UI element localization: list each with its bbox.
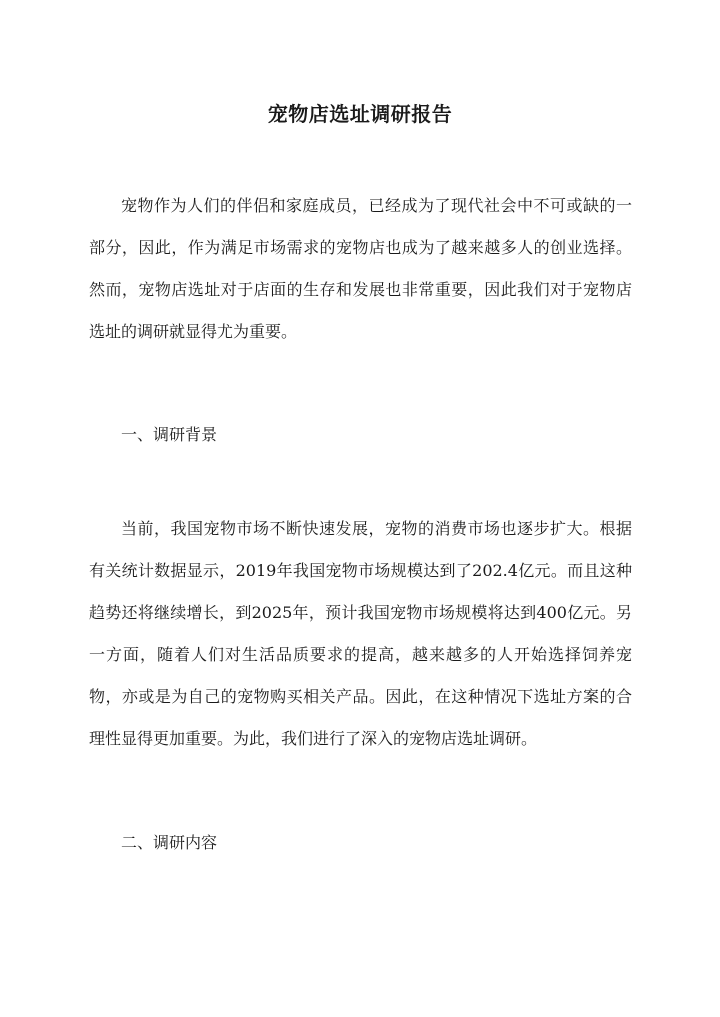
section-heading-content: 二、调研内容 xyxy=(121,833,218,852)
section-body-background: 当前，我国宠物市场不断快速发展，宠物的消费市场也逐步扩大。根据有关统计数据显示，2019年我国宠物市场规模达到了202.4亿元。而且这种趋势还将继续增长，到2025年，预计我国宠物市场规模将达到400亿元。另一方面，随着人们对生活品质要求的提高，越来越多的人开始选择饲养宠物，亦或是为自己的宠物购买相关产品。因此，在这种情况下选址方案的合理性显得更加重要。为此，我们进行了深入的宠物店选址调研。 xyxy=(89,519,632,748)
intro-paragraph: 宠物作为人们的伴侣和家庭成员，已经成为了现代社会中不可或缺的一部分，因此，作为满足市场需求的宠物店也成为了越来越多人的创业选择。然而，宠物店选址对于店面的生存和发展也非常重要，因此我们对于宠物店选址的调研就显得尤为重要。 xyxy=(89,196,632,341)
document-title: 宠物店选址调研报告 xyxy=(267,102,453,127)
section-heading-background: 一、调研背景 xyxy=(121,425,218,444)
